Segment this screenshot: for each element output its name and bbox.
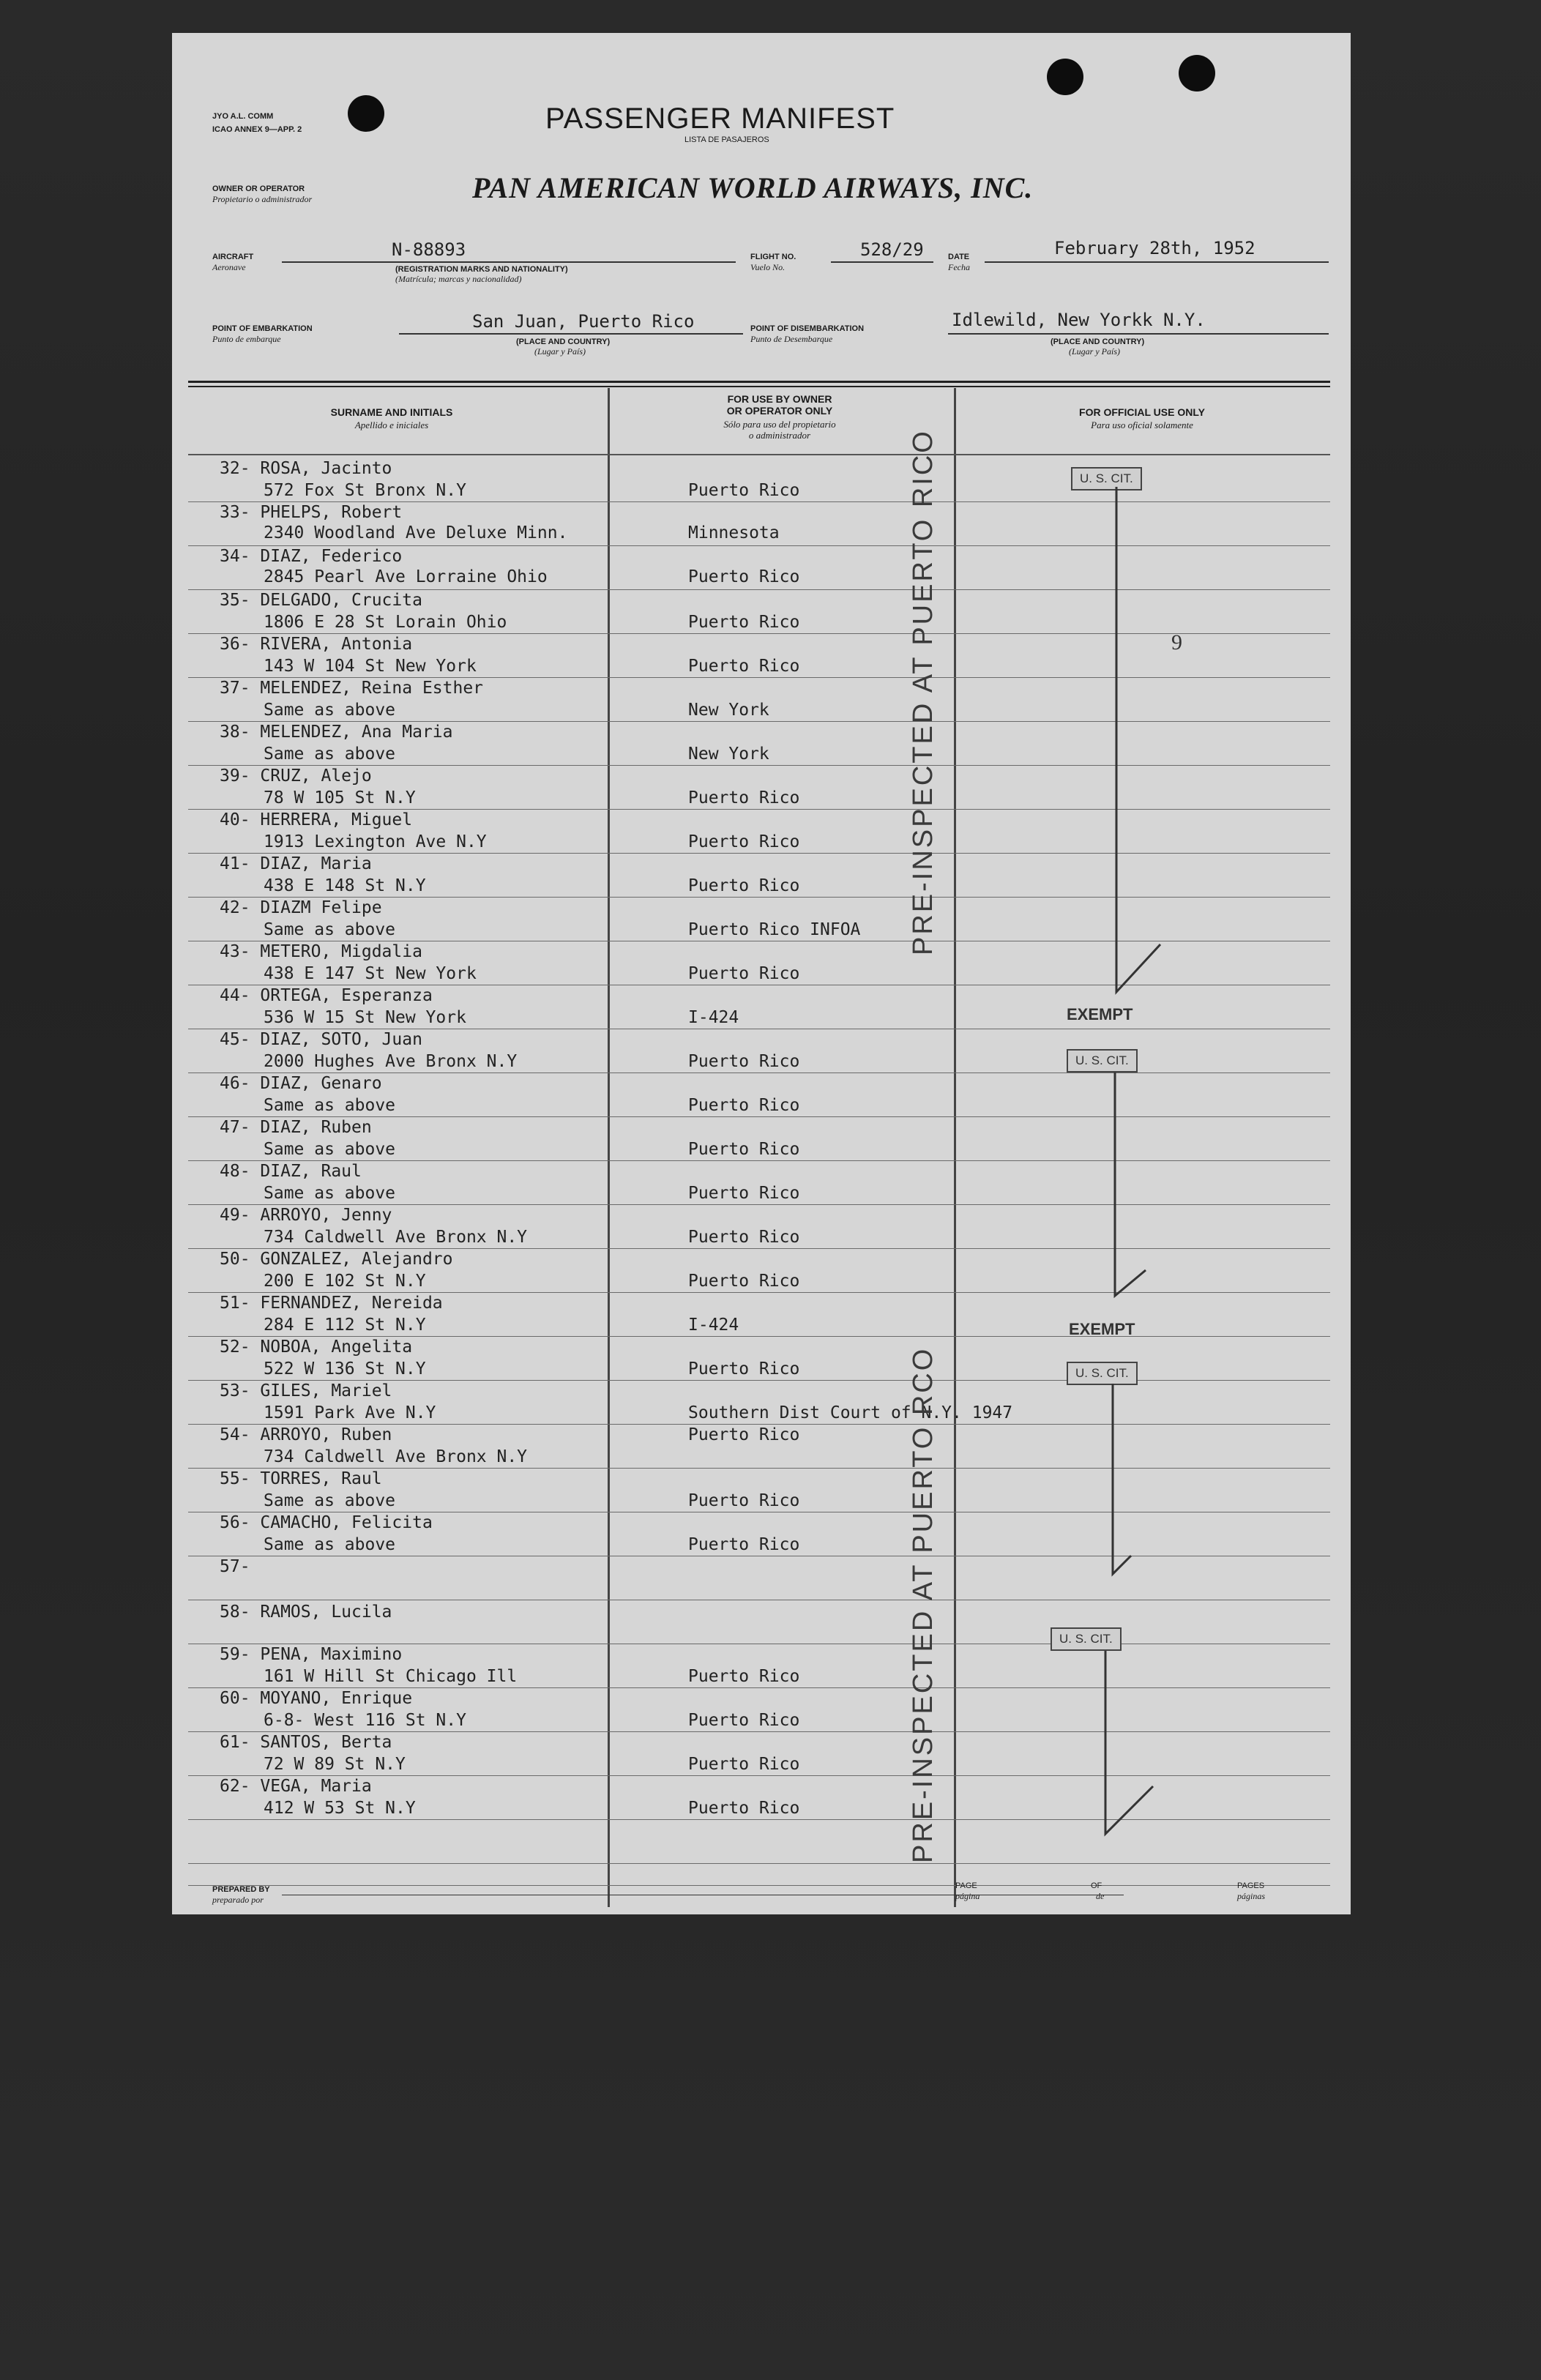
passenger-name: 48- DIAZ, Raul <box>220 1162 362 1181</box>
passenger-address: 438 E 147 St New York <box>264 964 477 983</box>
passenger-address: Same as above <box>264 1184 396 1203</box>
passenger-address: Same as above <box>264 701 396 720</box>
passenger-origin: New York <box>688 745 769 764</box>
passenger-name: 58- RAMOS, Lucila <box>220 1603 392 1622</box>
us-citizen-stamp: U. S. CIT. <box>1071 467 1142 490</box>
passenger-address: Same as above <box>264 1491 396 1510</box>
us-citizen-stamp: U. S. CIT. <box>1067 1049 1138 1073</box>
passenger-origin: Puerto Rico <box>688 964 800 983</box>
disembarkation-point: Idlewild, New Yorkk N.Y. <box>952 310 1206 330</box>
passenger-origin: Minnesota <box>688 523 780 542</box>
us-citizen-stamp: U. S. CIT. <box>1051 1627 1122 1651</box>
passenger-name: 59- PENA, Maximino <box>220 1645 403 1664</box>
column-header-official-use: FOR OFFICIAL USE ONLY <box>1079 406 1205 418</box>
aircraft-label: AIRCRAFT <box>212 253 254 261</box>
page-title: PASSENGER MANIFEST <box>545 102 895 135</box>
passenger-origin: Puerto Rico <box>688 1799 800 1818</box>
of-label: OF <box>1091 1881 1102 1890</box>
passenger-address: Same as above <box>264 1096 396 1115</box>
passenger-origin: Puerto Rico <box>688 613 800 632</box>
page-subtitle: LISTA DE PASAJEROS <box>684 135 769 144</box>
column-header-owner-use: FOR USE BY OWNER OR OPERATOR ONLY <box>726 393 833 417</box>
passenger-address: 143 W 104 St New York <box>264 657 477 676</box>
embark-sublabel-es: (Lugar y País) <box>534 346 586 357</box>
passenger-name: 51- FERNANDEZ, Nereida <box>220 1294 443 1313</box>
page-label-es: página <box>955 1891 980 1901</box>
passenger-address: Same as above <box>264 1140 396 1159</box>
of-label-es: de <box>1096 1891 1105 1901</box>
us-citizen-stamp: U. S. CIT. <box>1067 1362 1138 1385</box>
passenger-origin: Southern Dist Court of N.Y. 1947 <box>688 1403 1013 1422</box>
passenger-name: 44- ORTEGA, Esperanza <box>220 986 433 1005</box>
aircraft-sublabel: (REGISTRATION MARKS AND NATIONALITY) <box>395 265 568 274</box>
official-check-marks <box>172 33 1351 1914</box>
passenger-name: 33- PHELPS, Robert <box>220 503 403 522</box>
passenger-address: 2340 Woodland Ave Deluxe Minn. <box>264 523 568 542</box>
passenger-name: 62- VEGA, Maria <box>220 1777 372 1796</box>
flight-label: FLIGHT NO. <box>750 253 796 261</box>
column-header-surname-es: Apellido e iniciales <box>354 419 429 430</box>
passenger-address: 734 Caldwell Ave Bronx N.Y <box>264 1228 528 1247</box>
aircraft-label-es: Aeronave <box>212 262 246 272</box>
passenger-origin: Puerto Rico <box>688 876 800 895</box>
passenger-origin: Puerto Rico <box>688 1535 800 1554</box>
prepared-by-label-es: preparado por <box>212 1895 264 1905</box>
passenger-origin: Puerto Rico <box>688 832 800 851</box>
passenger-address: 161 W Hill St Chicago Ill <box>264 1667 518 1686</box>
passenger-origin: Puerto Rico <box>688 1096 800 1115</box>
passenger-name: 45- DIAZ, SOTO, Juan <box>220 1030 422 1049</box>
date-label: DATE <box>948 253 970 261</box>
embarkation-point: San Juan, Puerto Rico <box>472 311 695 332</box>
passenger-name: 53- GILES, Mariel <box>220 1381 392 1400</box>
passenger-name: 61- SANTOS, Berta <box>220 1733 392 1752</box>
operator-name: PAN AMERICAN WORLD AIRWAYS, INC. <box>472 171 1034 204</box>
passenger-origin: Puerto Rico <box>688 1184 800 1203</box>
passenger-name: 60- MOYANO, Enrique <box>220 1689 413 1708</box>
exempt-stamp: EXEMPT <box>1069 1320 1135 1338</box>
column-header-surname: SURNAME AND INITIALS <box>330 406 453 418</box>
passenger-name: 49- ARROYO, Jenny <box>220 1206 392 1225</box>
passenger-address: 72 W 89 St N.Y <box>264 1755 406 1774</box>
passenger-name: 35- DELGADO, Crucita <box>220 591 422 610</box>
passenger-origin: New York <box>688 701 769 720</box>
owner-label: OWNER OR OPERATOR <box>212 184 305 193</box>
passenger-address: 78 W 105 St N.Y <box>264 788 416 807</box>
passenger-origin: Puerto Rico <box>688 1711 800 1730</box>
passenger-address: Same as above <box>264 745 396 764</box>
passenger-name: 38- MELENDEZ, Ana Maria <box>220 723 453 742</box>
passenger-address: 522 W 136 St N.Y <box>264 1359 426 1379</box>
aircraft-registration: N-88893 <box>392 239 466 260</box>
prepared-by-label: PREPARED BY <box>212 1885 270 1894</box>
passenger-address: 536 W 15 St New York <box>264 1008 466 1027</box>
passenger-origin: Puerto Rico <box>688 481 800 500</box>
passenger-name: 43- METERO, Migdalia <box>220 942 422 961</box>
passenger-address: 1591 Park Ave N.Y <box>264 1403 436 1422</box>
flight-label-es: Vuelo No. <box>750 262 786 272</box>
passenger-origin: Puerto Rico <box>688 567 800 586</box>
passenger-address: Same as above <box>264 920 396 939</box>
passenger-address: 2000 Hughes Ave Bronx N.Y <box>264 1052 518 1071</box>
passenger-address: 572 Fox St Bronx N.Y <box>264 481 466 500</box>
disembarkation-label-es: Punto de Desembarque <box>750 334 833 344</box>
passenger-name: 39- CRUZ, Alejo <box>220 766 372 786</box>
passenger-name: 50- GONZALEZ, Alejandro <box>220 1250 453 1269</box>
pre-inspected-stamp: PRE-INSPECTED AT PUERTO RCO <box>908 1346 939 1863</box>
page-label: PAGE <box>955 1881 977 1890</box>
passenger-name: 47- DIAZ, Ruben <box>220 1118 372 1137</box>
pages-label-es: páginas <box>1237 1891 1266 1901</box>
passenger-address: 200 E 102 St N.Y <box>264 1272 426 1291</box>
form-reference-1: JYO A.L. COMM <box>212 112 274 121</box>
column-header-official-use-es: Para uso oficial solamente <box>1091 419 1193 430</box>
passenger-origin: Puerto Rico <box>688 1272 800 1291</box>
passenger-origin: I-424 <box>688 1316 739 1335</box>
passenger-address: 412 W 53 St N.Y <box>264 1799 416 1818</box>
passenger-name: 46- DIAZ, Genaro <box>220 1074 382 1093</box>
passenger-name: 57- <box>220 1557 250 1576</box>
svg-text:9: 9 <box>1171 630 1182 654</box>
passenger-name: 34- DIAZ, Federico <box>220 547 403 566</box>
passenger-origin: Puerto Rico <box>688 1425 800 1444</box>
passenger-origin: Puerto Rico <box>688 1755 800 1774</box>
passenger-address: 734 Caldwell Ave Bronx N.Y <box>264 1447 528 1466</box>
passenger-origin: Puerto Rico <box>688 1667 800 1686</box>
flight-number: 528/29 <box>860 239 924 260</box>
passenger-name: 56- CAMACHO, Felicita <box>220 1513 433 1532</box>
form-reference-2: ICAO ANNEX 9—APP. 2 <box>212 125 302 134</box>
passenger-address: 438 E 148 St N.Y <box>264 876 426 895</box>
passenger-address: 1806 E 28 St Lorain Ohio <box>264 613 507 632</box>
passenger-origin: Puerto Rico <box>688 657 800 676</box>
passenger-name: 37- MELENDEZ, Reina Esther <box>220 679 484 698</box>
passenger-origin: Puerto Rico <box>688 1359 800 1379</box>
manifest-page <box>172 33 1351 1914</box>
disembark-sublabel: (PLACE AND COUNTRY) <box>1051 337 1145 346</box>
passenger-name: 55- TORRES, Raul <box>220 1469 382 1488</box>
owner-label-es: Propietario o administrador <box>212 194 313 204</box>
passenger-origin: Puerto Rico <box>688 1491 800 1510</box>
passenger-origin: Puerto Rico <box>688 788 800 807</box>
disembark-sublabel-es: (Lugar y País) <box>1069 346 1120 357</box>
date-label-es: Fecha <box>948 262 970 272</box>
exempt-stamp: EXEMPT <box>1067 1005 1133 1023</box>
passenger-name: 54- ARROYO, Ruben <box>220 1425 392 1444</box>
embark-sublabel: (PLACE AND COUNTRY) <box>516 337 611 346</box>
disembarkation-label: POINT OF DISEMBARKATION <box>750 324 865 333</box>
passenger-name: 36- RIVERA, Antonia <box>220 635 413 654</box>
passenger-name: 32- ROSA, Jacinto <box>220 459 392 478</box>
pages-label: PAGES <box>1237 1881 1265 1890</box>
passenger-name: 40- HERRERA, Miguel <box>220 810 413 829</box>
passenger-address: 284 E 112 St N.Y <box>264 1316 426 1335</box>
embarkation-label-es: Punto de embarque <box>212 334 281 344</box>
embarkation-label: POINT OF EMBARKATION <box>212 324 313 333</box>
passenger-origin: I-424 <box>688 1008 739 1027</box>
passenger-address: 1913 Lexington Ave N.Y <box>264 832 487 851</box>
passenger-name: 52- NOBOA, Angelita <box>220 1338 413 1357</box>
passenger-name: 42- DIAZM Felipe <box>220 898 382 917</box>
passenger-origin: Puerto Rico INFOA <box>688 920 861 939</box>
passenger-origin: Puerto Rico <box>688 1228 800 1247</box>
passenger-origin: Puerto Rico <box>688 1052 800 1071</box>
passenger-name: 41- DIAZ, Maria <box>220 854 372 873</box>
passenger-address: 6-8- West 116 St N.Y <box>264 1711 466 1730</box>
column-header-owner-use-es: Sólo para uso del propietario o administrador <box>723 419 836 441</box>
aircraft-sublabel-es: (Matrícula; marcas y nacionalidad) <box>395 274 522 284</box>
flight-date: February 28th, 1952 <box>1054 238 1255 258</box>
passenger-origin: Puerto Rico <box>688 1140 800 1159</box>
passenger-address: Same as above <box>264 1535 396 1554</box>
pre-inspected-stamp: PRE-INSPECTED AT PUERTO RICO <box>908 429 939 955</box>
passenger-address: 2845 Pearl Ave Lorraine Ohio <box>264 567 548 586</box>
